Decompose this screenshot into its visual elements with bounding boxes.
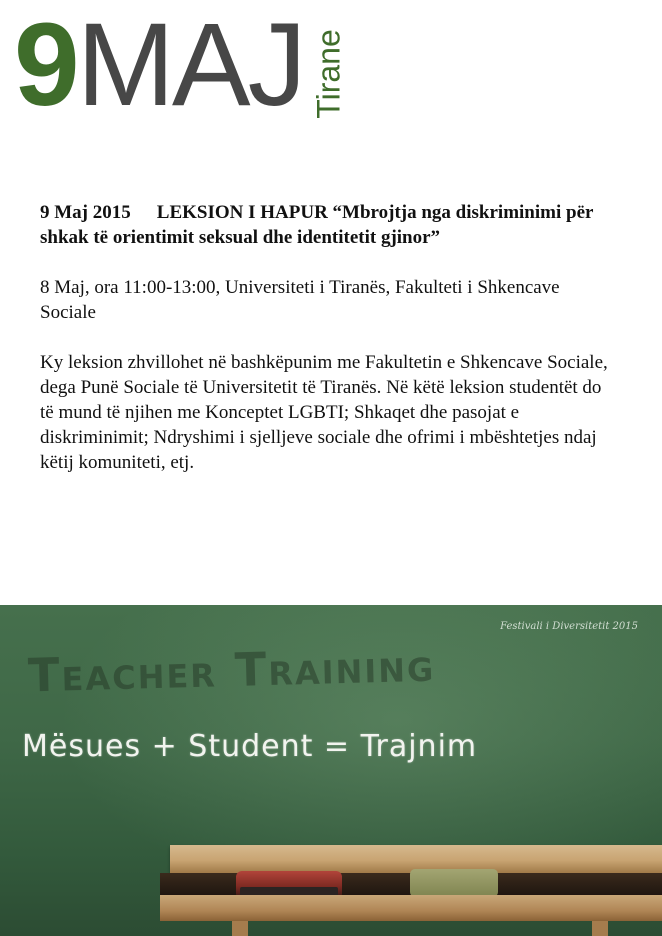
faded-chalk-heading: Teacher Training (27, 637, 436, 703)
headline-date: 9 Maj 2015 (40, 202, 131, 223)
logo (14, 0, 354, 131)
event-details: 8 Maj, ora 11:00-13:00, Universiteti i Tiranës, Fakulteti i Shkencave Sociale (40, 277, 560, 323)
logo-city-wrap (310, 24, 347, 124)
wooden-shelf (160, 895, 662, 921)
event-description: Ky leksion zhvillohet në bashkëpunim me Fakultetin e Shkencave Sociale, dega Punë Sociale të Universitetit të Tiranës. Në këtë leksion studentët do të mund të njihen me Konceptet LGBTI; Shkaqet dhe pasojat e diskriminimit; Ndryshimi i sjelljeve sociale dhe ofrimi i mbështetjes ndaj këtij komuniteti, etj. (40, 352, 608, 473)
festival-badge: Festivali i Diversitetit 2015 (500, 621, 638, 632)
logo-word: MAJ (76, 0, 304, 131)
article (40, 200, 610, 475)
green-eraser-icon (410, 869, 498, 897)
headline (40, 200, 610, 250)
shelf-leg (592, 921, 608, 936)
logo-city: Tirane (310, 29, 347, 119)
red-eraser-icon (236, 871, 342, 897)
chalk-equation: Mësues + Student = Trajnim (22, 729, 478, 764)
headline-title: LEKSION I HAPUR “Mbrojtja nga diskriminimi për shkak të orientimit seksual dhe identitetit gjinor” (40, 202, 594, 248)
chalkboard-image (0, 605, 662, 936)
logo-number: 9 (14, 0, 77, 131)
logo-wordmark (14, 0, 304, 131)
shelf-leg (232, 921, 248, 936)
